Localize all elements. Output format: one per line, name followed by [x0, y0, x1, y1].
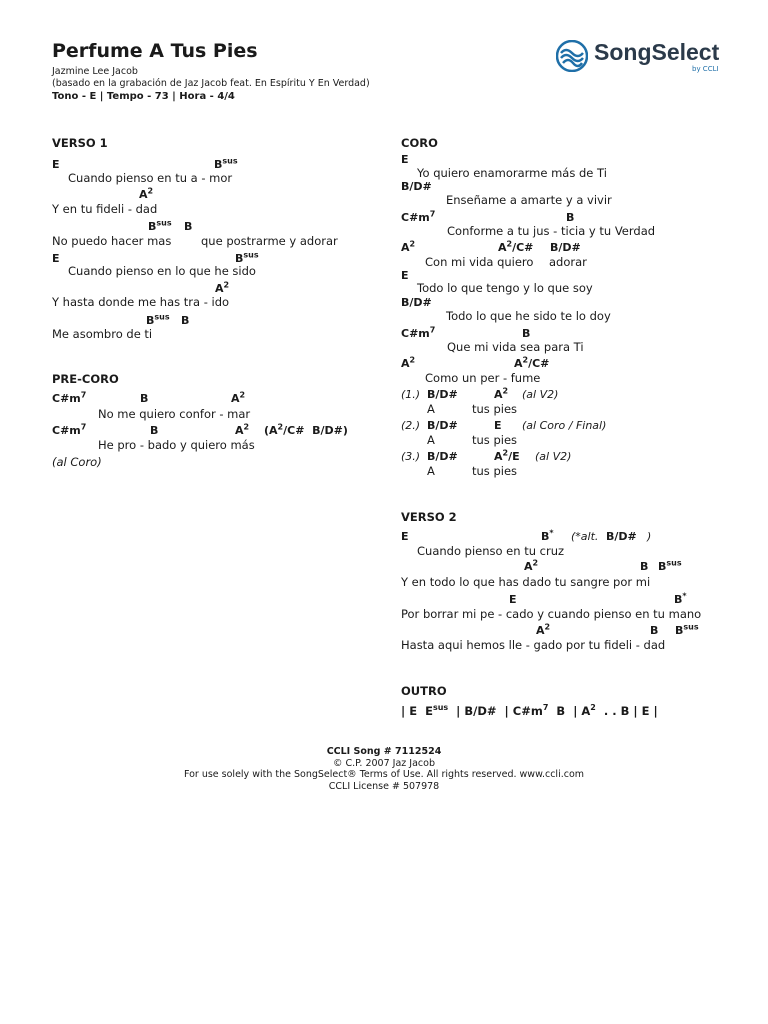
lyric-line: Y hasta donde me has tra - ido: [52, 295, 230, 309]
lyric-line: Y en todo lo que has dado tu sangre por mi: [401, 575, 651, 589]
lyric-line: Conforme a tu jus - ticia y tu Verdad: [447, 224, 656, 238]
section-heading-verso2: VERSO 2: [401, 510, 457, 524]
footer-terms: For use solely with the SongSelect® Terms of Use. All rights reserved. www.ccli.com: [183, 769, 585, 780]
song-info: Tono - E | Tempo - 73 | Hora - 4/4: [52, 91, 235, 102]
lyric-line: No puedo hacer mas: [52, 234, 172, 248]
lyric-line: A: [427, 433, 435, 447]
footer-ccli-song: CCLI Song # 7112524: [326, 746, 442, 757]
lyric-line: No me quiero confor - mar: [98, 407, 251, 421]
section-note: (al Coro): [52, 455, 102, 469]
songselect-wave-icon: [556, 40, 588, 72]
songselect-logo: [556, 38, 726, 74]
outro-chord-line: | E $E^{sus}$ | B/D# | $C\#m^7$ B | $A^2$ . . B | E |: [401, 703, 658, 718]
lyric-line: Enseñame a amarte y a vivir: [446, 193, 612, 207]
logo-by-ccli: by CCLI: [692, 65, 719, 73]
lyric-line: Por borrar mi pe - cado y cuando pienso en tu mano: [401, 607, 702, 621]
song-source: (basado en la grabación de Jaz Jacob feat. En Espíritu Y En Verdad): [52, 78, 370, 89]
section-heading-outro: OUTRO: [401, 684, 447, 698]
lyric-line: A: [427, 464, 435, 478]
lyric-line: Yo quiero enamorarme más de Ti: [417, 166, 607, 180]
lyric-line-part: que postrarme y adorar: [201, 234, 338, 248]
lyric-line: Cuando pienso en lo que he sido: [68, 264, 256, 278]
lyric-line: Me asombro de ti: [52, 327, 153, 341]
lyric-line: A: [427, 402, 435, 416]
lyric-line: Que mi vida sea para Ti: [447, 340, 584, 354]
lyric-line: Como un per - fume: [425, 371, 541, 385]
footer-license: CCLI License # 507978: [328, 781, 440, 792]
lyric-line: Todo lo que he sido te lo doy: [446, 309, 611, 323]
song-title: Perfume A Tus Pies: [52, 40, 258, 62]
lyric-line-part: adorar: [549, 255, 587, 269]
logo-text: SongSelect: [594, 39, 720, 65]
lyric-line-part: tus pies: [472, 433, 518, 447]
lyric-line: Con mi vida quiero: [425, 255, 534, 269]
section-heading-coro: CORO: [401, 136, 438, 150]
lyric-line-part: tus pies: [472, 464, 518, 478]
lyric-line-part: tus pies: [472, 402, 518, 416]
lyric-line: Cuando pienso en tu a - mor: [68, 171, 233, 185]
section-heading-precoro: PRE-CORO: [52, 372, 119, 386]
song-author: Jazmine Lee Jacob: [52, 66, 138, 77]
section-heading-verso1: VERSO 1: [52, 136, 108, 150]
footer-copyright: © C.P. 2007 Jaz Jacob: [333, 758, 435, 769]
lyric-line: Y en tu fideli - dad: [52, 202, 158, 216]
lyric-line: Todo lo que tengo y lo que soy: [417, 281, 593, 295]
lyric-line: Hasta aqui hemos lle - gado por tu fideli - dad: [401, 638, 666, 652]
lyric-line: Cuando pienso en tu cruz: [417, 544, 565, 558]
lyric-line: He pro - bado y quiero más: [98, 438, 255, 452]
